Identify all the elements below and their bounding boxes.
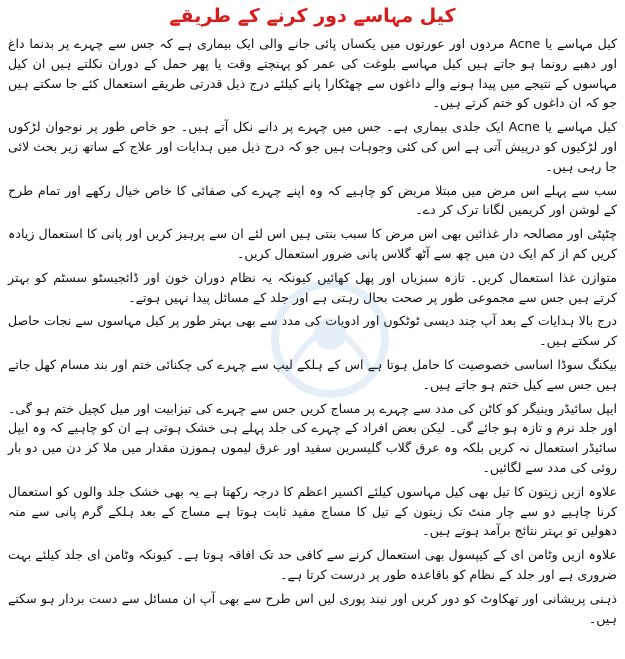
paragraph-baking-soda: بیکنگ سوڈا اساسی خصوصیت کا حامل ہوتا ہے اس کے ہلکے لیپ سے چہرے کی چکنائی ختم اور بند مسام کھل جاتے ہیں جس سے کیل ختم ہو جاتے ہیں۔ (8, 356, 617, 392)
paragraph-rest: ذہنی پریشانی اور تھکاوٹ کو دور کریں اور نیند پوری لیں اس طرح سے بھی آپ ان مسائل سے دست بردار ہو سکتے ہیں۔ (8, 590, 617, 626)
paragraph-intro: کیل مہاسے یا Acne مردوں اور عورتوں میں یکساں پائی جانے والی ایک بیماری ہے کہ جس سے چہرے پر بدنما داغ اور دھبے رونما ہو جاتے ہیں کیل مہاسے بلوغت کی عمر کو پہنچتے وقت یا پھر حمل کے دوران نکلتے ہیں ان کیل مہاسوں کے نتیجے میں پیدا ہونے والے داغوں سے چھٹکارا پانے کیلئے درج ذیل قدرتی طریقے استعمال کئے جا سکتے ہیں جو کہ ان داغوں کو ختم کرتے ہیں۔ (8, 36, 617, 111)
paragraph-home-remedies: درج بالا ہدایات کے بعد آپ چند دیسی ٹوٹکوں اور ادویات کی مدد سے بھی بہتر طور پر کیل مہاسوں سے نجات حاصل کر سکتے ہیں۔ (8, 313, 617, 349)
paragraph-cleanliness: سب سے پہلے اس مرض میں مبتلا مریض کو چاہیے کہ وہ اپنے چہرے کی صفائی کا خاص خیال رکھے اور تمام طرح کے لوشن اور کریمیں لگانا ترک کر دے۔ (8, 182, 617, 218)
paragraph-vitamin-e: علاوہ ازیں وٹامن ای کے کیپسول بھی استعمال کرنے سے کافی حد تک افاقہ ہوتا ہے۔ کیونکہ وٹامن ای جلد کیلئے بہت ضروری ہے اور جلد کے نظام کو باقاعدہ طور پر درست کرتا ہے۔ (8, 547, 617, 582)
paragraph-olive-oil: علاوہ ازیں زیتون کا تیل بھی کیل مہاسوں کیلئے اکسیر اعظم کا درجہ رکھتا ہے یہ بھی خشک جلد والوں کو استعمال کرنا چاہیے دو سے چار منٹ تک زیتون کے تیل کا مساج مفید ثابت ہوتا ہے مساج کے بعد ہلکے گرم پانی سے منہ دھولیں تو بہتر نتائج برآمد ہوتے ہیں۔ (8, 483, 617, 539)
paragraph-balanced-diet: متوازن غذا استعمال کریں۔ تازہ سبزیاں اور پھل کھائیں کیونکہ یہ نظام دوران خون اور ڈائجیسٹو سسٹم کو بہتر کرتے ہیں جس سے مجموعی طور پر صحت بحال رہتی ہے اور جلد کے مسائل پیدا نہیں ہوتے۔ (8, 269, 617, 305)
paragraph-diet-water: چٹپٹی اور مصالحہ دار غذائیں بھی اس مرض کا سبب بنتی ہیں اس لئے ان سے پرہیز کریں اور پانی کا استعمال زیادہ کریں کم از کم ایک دن میں چھ سے آٹھ گلاس پانی ضرور استعمال کریں۔ (8, 226, 617, 261)
article-body (0, 34, 625, 628)
paragraph-apple-cider: ایپل سائیڈر وینیگر کو کاٹن کی مدد سے چہرے پر مساج کریں جس سے چہرے کی تیزابیت اور میل کچیل ختم ہو گی۔ اور جلد نرم و تازہ ہو جائے گی۔ لیکن بعض افراد کے چہرے کی جلد پہلے ہی خشک ہوتی ہے ان کو چاہیے کہ وہ ایپل سائیڈر استعمال نہ کریں بلکہ وہ عرق گلاب گلیسرین سفید اور عرق لیموں ہموزن مقدار میں ملا کر دن میں دو بار روئی کی مدد سے لگائیں۔ (8, 400, 617, 475)
page-title: کیل مہاسے دور کرنے کے طریقے (169, 5, 456, 27)
paragraph-acne-definition: کیل مہاسے یا Acne ایک جلدی بیماری ہے۔ جس میں چہرے پر دانے نکل آتے ہیں۔ جو خاص طور پر نوجوان لڑکوں اور لڑکیوں کو درپیش آتی ہے اس کی کئی وجوہات ہیں جو کہ درج ذیل میں ہدایات اور علاج کے ساتھ زیر بحث لائی جا رہی ہیں۔ (8, 119, 617, 174)
